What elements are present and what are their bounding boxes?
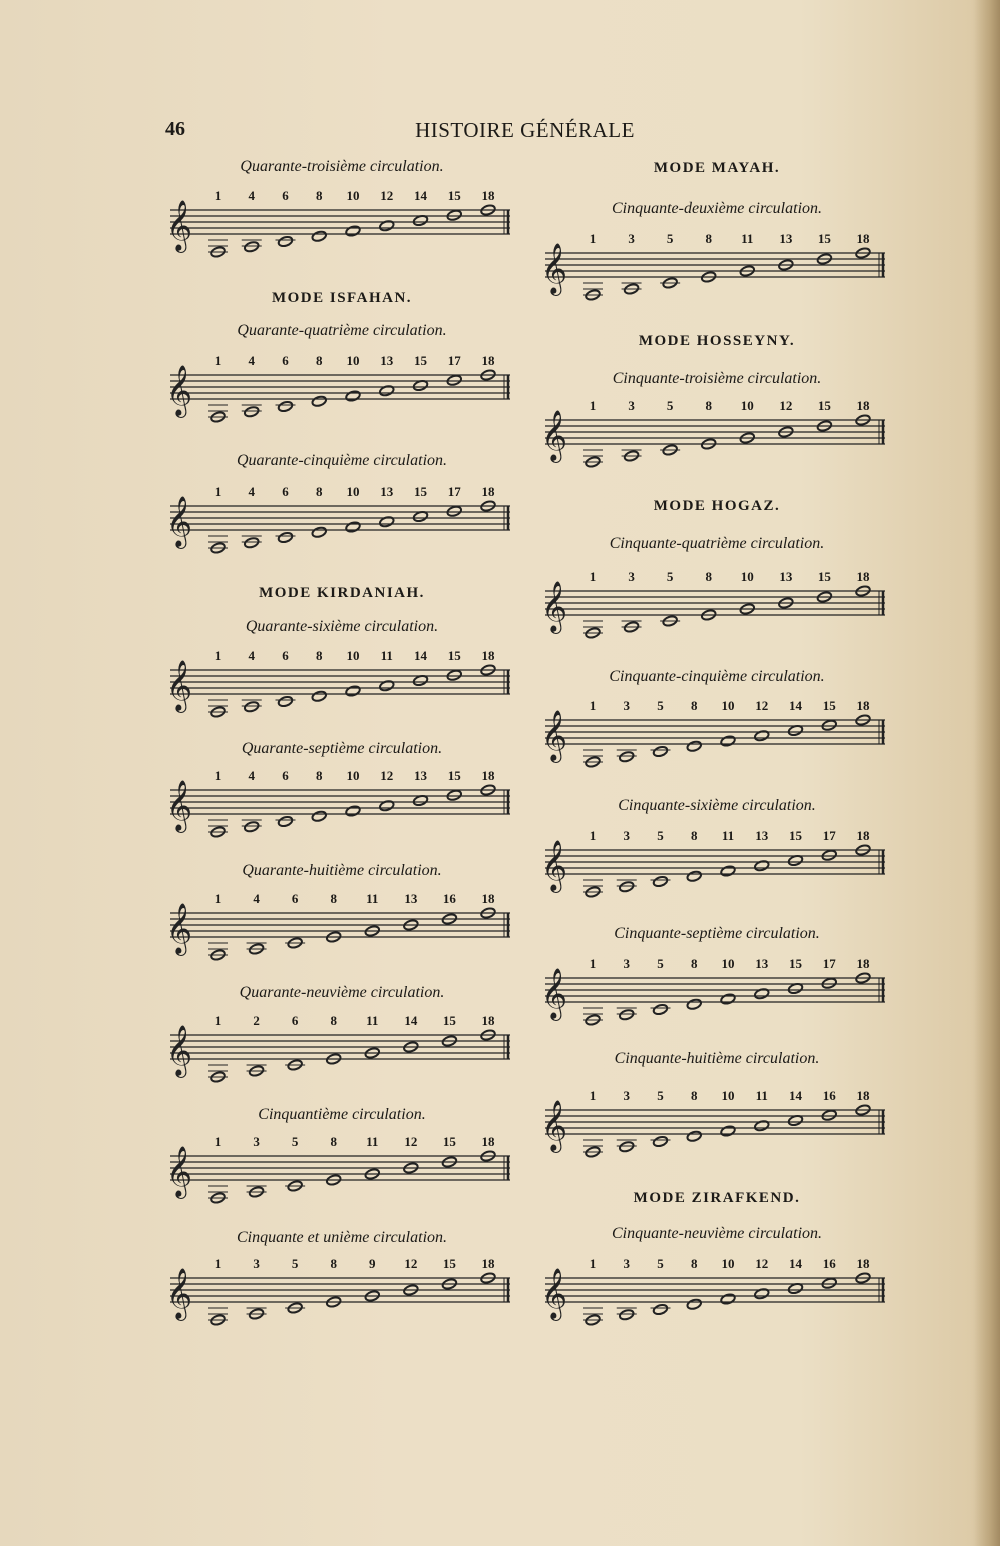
whole-note [311, 230, 327, 242]
music-staff [541, 231, 885, 313]
mode-heading: MODE ISFAHAN. [271, 290, 413, 306]
whole-note [653, 1003, 669, 1015]
whole-note [720, 1293, 736, 1305]
page-number: 46 [165, 118, 185, 140]
treble-clef-icon: 𝄞 [166, 1268, 193, 1319]
circulation-label: Quarante-neuvième circulation. [239, 984, 445, 1001]
whole-note [619, 1141, 635, 1153]
interval-number: 18 [481, 1013, 495, 1028]
treble-clef-icon: 𝄞 [541, 968, 568, 1019]
interval-number: 1 [589, 231, 597, 246]
treble-clef-icon: 𝄞 [166, 660, 193, 711]
interval-number: 14 [789, 1088, 802, 1103]
interval-number: 18 [481, 1134, 495, 1149]
circulation-label: Cinquante-septième circulation. [614, 925, 820, 942]
music-staff [166, 648, 510, 730]
interval-number: 10 [346, 768, 360, 783]
mode-heading: MODE KIRDANIAH. [259, 585, 425, 601]
interval-number: 15 [817, 231, 831, 246]
interval-number: 1 [589, 956, 597, 971]
interval-number: 11 [755, 1088, 768, 1103]
interval-number: 8 [691, 956, 698, 971]
circulation-label: Quarante-septième circulation. [241, 740, 443, 757]
treble-clef-icon: 𝄞 [166, 200, 193, 251]
interval-number: 18 [856, 828, 870, 843]
interval-number: 13 [380, 484, 394, 499]
interval-number: 10 [346, 648, 360, 663]
interval-number: 15 [789, 828, 802, 843]
interval-number: 6 [291, 891, 299, 906]
page-header [165, 118, 885, 148]
treble-clef-icon: 𝄞 [166, 1025, 193, 1076]
whole-note [446, 374, 462, 386]
treble-clef-icon: 𝄞 [541, 243, 568, 294]
circulation-label: Cinquante-quatrième circulation. [609, 535, 825, 552]
interval-number: 14 [414, 188, 427, 203]
interval-number: 15 [817, 569, 831, 584]
interval-number: 3 [623, 956, 630, 971]
interval-number: 11 [741, 231, 754, 246]
interval-number: 8 [705, 231, 712, 246]
interval-number: 1 [214, 1134, 222, 1149]
interval-number: 17 [822, 956, 836, 971]
interval-number: 4 [248, 648, 255, 663]
page-edge-shadow [974, 0, 1000, 1546]
interval-number: 14 [404, 1013, 418, 1028]
music-staff [541, 698, 885, 780]
whole-note [244, 241, 260, 253]
interval-number: 1 [589, 569, 597, 584]
interval-number: 10 [740, 398, 754, 413]
interval-number: 15 [817, 398, 831, 413]
interval-number: 10 [740, 569, 754, 584]
interval-number: 11 [721, 828, 735, 843]
interval-number: 15 [447, 648, 461, 663]
interval-number: 8 [316, 353, 323, 368]
circulation-label: Cinquante-deuxième circulation. [611, 200, 823, 217]
interval-number: 8 [316, 648, 323, 663]
interval-number: 1 [589, 1256, 597, 1271]
interval-number: 1 [214, 188, 222, 203]
interval-number: 4 [253, 891, 260, 906]
interval-number: 6 [282, 188, 289, 203]
music-staff [166, 188, 510, 270]
interval-number: 10 [346, 353, 360, 368]
staff-notation [166, 1258, 510, 1338]
interval-number: 12 [404, 1134, 418, 1149]
staff-notation [166, 355, 510, 435]
circulation-label: Quarante-quatrième circulation. [237, 322, 447, 339]
interval-number: 12 [755, 698, 769, 713]
music-staff [541, 1088, 885, 1170]
interval-number: 1 [589, 698, 597, 713]
circulation-label: Cinquante-cinquième circulation. [609, 668, 825, 685]
interval-number: 1 [214, 648, 222, 663]
whole-note [720, 993, 736, 1005]
music-staff [166, 768, 510, 850]
circulation-label: Cinquante-huitième circulation. [614, 1050, 820, 1067]
whole-note [244, 537, 260, 549]
interval-number: 12 [779, 398, 793, 413]
interval-number: 8 [691, 1088, 698, 1103]
whole-note [653, 875, 669, 887]
interval-number: 16 [822, 1256, 836, 1271]
whole-note [278, 235, 294, 247]
music-staff [541, 569, 885, 651]
interval-number: 10 [721, 956, 735, 971]
interval-number: 15 [442, 1134, 456, 1149]
interval-number: 11 [380, 648, 393, 663]
circulation-label: Quarante-troisième circulation. [240, 158, 444, 175]
interval-number: 18 [856, 231, 870, 246]
whole-note [311, 690, 327, 702]
interval-number: 1 [589, 828, 597, 843]
interval-number: 8 [316, 188, 323, 203]
whole-note [345, 805, 361, 817]
interval-number: 13 [414, 768, 427, 783]
circulation-label: Cinquante et unième circulation. [236, 1229, 448, 1246]
whole-note [720, 1125, 736, 1137]
interval-number: 8 [705, 569, 712, 584]
interval-number: 10 [721, 1088, 735, 1103]
interval-number: 8 [316, 768, 323, 783]
whole-note [278, 531, 294, 543]
interval-number: 11 [366, 891, 379, 906]
whole-note [345, 225, 361, 237]
interval-number: 18 [481, 768, 495, 783]
staff-notation [541, 1258, 885, 1338]
interval-number: 11 [366, 1134, 379, 1149]
mode-heading: MODE HOGAZ. [653, 498, 781, 514]
interval-number: 18 [856, 569, 870, 584]
circulation-label: Quarante-huitième circulation. [242, 862, 442, 879]
interval-number: 15 [442, 1013, 456, 1028]
interval-number: 18 [481, 353, 495, 368]
whole-note [446, 505, 462, 517]
interval-number: 14 [414, 648, 427, 663]
interval-number: 6 [291, 1013, 299, 1028]
music-staff [541, 398, 885, 480]
interval-number: 10 [346, 484, 360, 499]
interval-number: 12 [404, 1256, 418, 1271]
interval-number: 10 [346, 188, 360, 203]
interval-number: 15 [414, 484, 427, 499]
interval-number: 1 [214, 353, 222, 368]
whole-note [278, 695, 294, 707]
interval-number: 18 [481, 1256, 495, 1271]
whole-note [686, 1130, 702, 1142]
interval-number: 14 [789, 1256, 802, 1271]
whole-note [686, 998, 702, 1010]
interval-number: 17 [447, 484, 461, 499]
interval-number: 3 [253, 1134, 260, 1149]
whole-note [446, 669, 462, 681]
music-staff [166, 1134, 510, 1216]
interval-number: 16 [442, 891, 456, 906]
interval-number: 18 [856, 698, 870, 713]
interval-number: 15 [789, 956, 802, 971]
staff-notation [541, 233, 885, 313]
interval-number: 18 [481, 484, 495, 499]
staff-notation [541, 958, 885, 1038]
interval-number: 3 [628, 569, 635, 584]
interval-number: 15 [442, 1256, 456, 1271]
whole-note [278, 815, 294, 827]
whole-note [653, 1135, 669, 1147]
circulation-label: Quarante-sixième circulation. [245, 618, 439, 635]
staff-notation [541, 571, 885, 651]
interval-number: 8 [691, 828, 698, 843]
interval-number: 15 [822, 698, 836, 713]
interval-number: 13 [755, 956, 769, 971]
interval-number: 13 [404, 891, 418, 906]
interval-number: 1 [589, 1088, 597, 1103]
whole-note [821, 1277, 837, 1289]
interval-number: 1 [214, 1256, 222, 1271]
treble-clef-icon: 𝄞 [541, 710, 568, 761]
circulation-label: Cinquante-neuvième circulation. [611, 1225, 823, 1242]
treble-clef-icon: 𝄞 [541, 1100, 568, 1151]
staff-notation [541, 400, 885, 480]
interval-number: 3 [628, 398, 635, 413]
interval-number: 10 [721, 698, 735, 713]
interval-number: 12 [380, 188, 394, 203]
music-staff [166, 484, 510, 566]
interval-number: 2 [253, 1013, 260, 1028]
interval-number: 5 [666, 231, 674, 246]
mode-heading: MODE ZIRAFKEND. [633, 1190, 801, 1206]
whole-note [653, 1303, 669, 1315]
staff-notation [166, 1136, 510, 1216]
interval-number: 15 [447, 768, 461, 783]
whole-note [345, 390, 361, 402]
interval-number: 8 [330, 1134, 337, 1149]
interval-number: 18 [856, 956, 870, 971]
whole-note [278, 400, 294, 412]
interval-number: 15 [447, 188, 461, 203]
whole-note [821, 977, 837, 989]
interval-number: 13 [380, 353, 394, 368]
interval-number: 18 [856, 1088, 870, 1103]
whole-note [619, 1309, 635, 1321]
whole-note [244, 701, 260, 713]
whole-note [686, 740, 702, 752]
interval-number: 8 [691, 1256, 698, 1271]
interval-number: 18 [481, 891, 495, 906]
staff-notation [166, 190, 510, 270]
staff-notation [166, 770, 510, 850]
interval-number: 5 [666, 569, 674, 584]
interval-number: 8 [705, 398, 712, 413]
interval-number: 10 [721, 1256, 735, 1271]
interval-number: 5 [657, 1256, 664, 1271]
interval-number: 3 [623, 698, 630, 713]
whole-note [821, 849, 837, 861]
interval-number: 13 [755, 828, 769, 843]
music-staff [541, 828, 885, 910]
staff-notation [166, 650, 510, 730]
interval-number: 14 [789, 698, 802, 713]
interval-number: 18 [481, 188, 495, 203]
staff-notation [166, 1015, 510, 1095]
treble-clef-icon: 𝄞 [541, 1268, 568, 1319]
interval-number: 5 [657, 956, 664, 971]
whole-note [244, 406, 260, 418]
interval-number: 17 [822, 828, 836, 843]
circulation-label: Cinquante-sixième circulation. [618, 797, 816, 814]
music-staff [541, 1256, 885, 1338]
interval-number: 5 [291, 1256, 299, 1271]
interval-number: 18 [481, 648, 495, 663]
interval-number: 5 [657, 1088, 664, 1103]
interval-number: 18 [856, 398, 870, 413]
treble-clef-icon: 𝄞 [166, 903, 193, 954]
interval-number: 17 [447, 353, 461, 368]
interval-number: 1 [589, 398, 597, 413]
interval-number: 5 [657, 828, 664, 843]
interval-number: 3 [253, 1256, 260, 1271]
treble-clef-icon: 𝄞 [541, 840, 568, 891]
treble-clef-icon: 𝄞 [166, 496, 193, 547]
interval-number: 4 [248, 188, 255, 203]
interval-number: 6 [282, 353, 289, 368]
whole-note [311, 395, 327, 407]
whole-note [686, 1298, 702, 1310]
interval-number: 1 [214, 768, 222, 783]
mode-heading: MODE HOSSEYNY. [638, 333, 796, 349]
interval-number: 13 [779, 569, 793, 584]
whole-note [720, 865, 736, 877]
interval-number: 1 [214, 891, 222, 906]
running-title: HISTOIRE GÉNÉRALE [415, 118, 635, 142]
interval-number: 16 [822, 1088, 836, 1103]
interval-number: 3 [628, 231, 635, 246]
whole-note [821, 1109, 837, 1121]
whole-note [720, 735, 736, 747]
whole-note [345, 521, 361, 533]
whole-note [244, 821, 260, 833]
interval-number: 4 [248, 768, 255, 783]
circulation-label: Quarante-cinquième circulation. [236, 452, 448, 469]
whole-note [619, 1009, 635, 1021]
interval-number: 6 [282, 484, 289, 499]
staff-notation [541, 1090, 885, 1170]
interval-number: 4 [248, 484, 255, 499]
interval-number: 1 [214, 1013, 222, 1028]
interval-number: 9 [369, 1256, 376, 1271]
whole-note [311, 810, 327, 822]
staff-notation [166, 893, 510, 973]
interval-number: 3 [623, 1256, 630, 1271]
interval-number: 1 [214, 484, 222, 499]
interval-number: 15 [414, 353, 427, 368]
music-staff [166, 891, 510, 973]
interval-number: 12 [380, 768, 394, 783]
interval-number: 8 [330, 891, 337, 906]
staff-notation [166, 486, 510, 566]
treble-clef-icon: 𝄞 [541, 410, 568, 461]
music-staff [541, 956, 885, 1038]
interval-number: 11 [366, 1013, 379, 1028]
whole-note [311, 526, 327, 538]
treble-clef-icon: 𝄞 [541, 581, 568, 632]
interval-number: 3 [623, 1088, 630, 1103]
whole-note [619, 881, 635, 893]
interval-number: 8 [691, 698, 698, 713]
interval-number: 6 [282, 768, 289, 783]
music-staff [166, 1013, 510, 1095]
interval-number: 6 [282, 648, 289, 663]
treble-clef-icon: 𝄞 [166, 780, 193, 831]
treble-clef-icon: 𝄞 [166, 365, 193, 416]
interval-number: 3 [623, 828, 630, 843]
mode-heading: MODE MAYAH. [653, 160, 781, 176]
interval-number: 13 [779, 231, 793, 246]
music-staff [166, 353, 510, 435]
whole-note [619, 751, 635, 763]
interval-number: 12 [755, 1256, 769, 1271]
whole-note [446, 789, 462, 801]
circulation-label: Cinquante-troisième circulation. [612, 370, 822, 387]
interval-number: 8 [316, 484, 323, 499]
staff-notation [541, 830, 885, 910]
whole-note [686, 870, 702, 882]
interval-number: 5 [657, 698, 664, 713]
staff-notation [541, 700, 885, 780]
interval-number: 18 [856, 1256, 870, 1271]
interval-number: 5 [666, 398, 674, 413]
treble-clef-icon: 𝄞 [166, 1146, 193, 1197]
interval-number: 8 [330, 1256, 337, 1271]
music-staff [166, 1256, 510, 1338]
whole-note [446, 209, 462, 221]
interval-number: 4 [248, 353, 255, 368]
whole-note [821, 719, 837, 731]
whole-note [345, 685, 361, 697]
interval-number: 8 [330, 1013, 337, 1028]
whole-note [653, 745, 669, 757]
interval-number: 5 [291, 1134, 299, 1149]
circulation-label: Cinquantième circulation. [258, 1106, 426, 1123]
